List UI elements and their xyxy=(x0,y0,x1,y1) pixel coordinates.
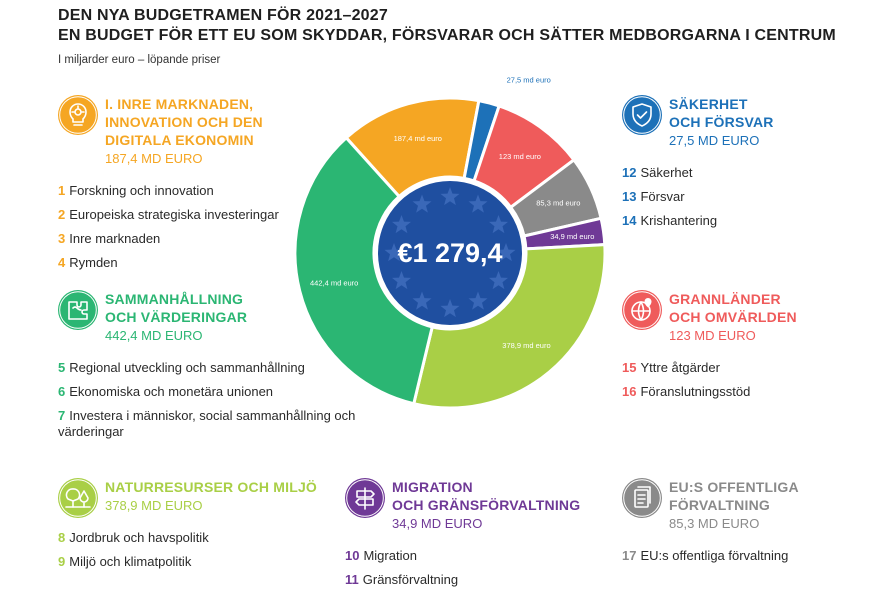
category-amount: 34,9 MD EURO xyxy=(392,516,483,531)
category-header xyxy=(622,290,797,344)
item-label: Försvar xyxy=(640,189,685,204)
category-title-line: GRANNLÄNDER xyxy=(669,291,781,307)
units-note: I miljarder euro – löpande priser xyxy=(58,54,221,66)
slice-value-label: 442,4 md euro xyxy=(309,278,359,288)
category-inner-market xyxy=(58,95,279,275)
category-title-line: DIGITALA EKONOMIN xyxy=(105,132,254,148)
item-number: 9 xyxy=(58,554,66,569)
item-number: 17 xyxy=(622,548,637,563)
item-label: Investera i människor, social sammanhållning och värderingar xyxy=(58,408,356,439)
trees-icon xyxy=(58,478,98,518)
category-title-line: OCH VÄRDERINGAR xyxy=(105,309,248,325)
slice-value-label: 378,9 md euro xyxy=(502,340,551,350)
category-item-list xyxy=(622,544,799,568)
list-item xyxy=(58,227,279,251)
page-subtitle-headline: EN BUDGET FÖR ETT EU SOM SKYDDAR, FÖRSVARAR OCH SÄTTER MEDBORGARNA I CENTRUM xyxy=(58,27,836,44)
slice-value-label: 27,5 md euro xyxy=(506,75,551,85)
category-title-line: OCH FÖRSVAR xyxy=(669,114,774,130)
item-number: 1 xyxy=(58,183,66,198)
list-item xyxy=(58,203,279,227)
budget-donut-chart xyxy=(260,75,640,425)
item-number: 4 xyxy=(58,255,66,270)
category-natural-resources xyxy=(58,478,317,574)
item-number: 2 xyxy=(58,207,66,222)
item-label: Inre marknaden xyxy=(69,231,161,246)
category-header xyxy=(622,478,799,532)
documents-icon xyxy=(622,478,662,518)
slice-value-label: 187,4 md euro xyxy=(393,133,442,143)
list-item xyxy=(622,356,797,380)
list-item xyxy=(345,568,580,592)
category-title-line: MIGRATION xyxy=(392,479,473,495)
category-title-line: OCH GRÄNSFÖRVALTNING xyxy=(392,497,581,513)
category-amount: 85,3 MD EURO xyxy=(669,516,760,531)
item-number: 7 xyxy=(58,408,66,423)
category-amount: 123 MD EURO xyxy=(669,328,756,343)
list-item xyxy=(58,550,317,574)
list-item xyxy=(622,209,774,233)
category-item-list xyxy=(622,356,797,404)
category-item-list xyxy=(58,179,279,275)
page-title: DEN NYA BUDGETRAMEN FÖR 2021–2027 xyxy=(58,7,388,24)
category-title-line: SAMMANHÅLLNING xyxy=(105,291,244,307)
category-title-line: I. INRE MARKNADEN, xyxy=(105,96,254,112)
item-label: Jordbruk och havspolitik xyxy=(69,530,209,545)
category-public-admin xyxy=(622,478,799,568)
category-item-list xyxy=(622,161,774,233)
item-label: Rymden xyxy=(69,255,118,270)
category-amount: 187,4 MD EURO xyxy=(105,151,203,166)
category-amount: 442,4 MD EURO xyxy=(105,328,203,343)
header xyxy=(58,6,836,66)
category-title-line: EU:S OFFENTLIGA xyxy=(669,479,799,495)
item-label: Säkerhet xyxy=(640,165,693,180)
item-number: 14 xyxy=(622,213,637,228)
category-title xyxy=(105,95,279,149)
category-title xyxy=(669,478,799,514)
slice-value-label: 34,9 md euro xyxy=(550,232,595,242)
item-number: 15 xyxy=(622,360,637,375)
item-number: 6 xyxy=(58,384,66,399)
item-number: 12 xyxy=(622,165,637,180)
category-title xyxy=(669,290,797,326)
category-header xyxy=(345,478,580,532)
item-number: 3 xyxy=(58,231,66,246)
slice-value-label: 123 md euro xyxy=(498,152,541,162)
item-number: 5 xyxy=(58,360,66,375)
category-title-line: SÄKERHET xyxy=(669,96,748,112)
category-migration xyxy=(345,478,580,592)
category-neighbourhood xyxy=(622,290,797,404)
list-item xyxy=(58,526,317,550)
item-label: Ekonomiska och monetära unionen xyxy=(69,384,274,399)
puzzle-map-icon xyxy=(58,290,98,330)
category-header xyxy=(58,478,317,514)
category-amount: 378,9 MD EURO xyxy=(105,498,203,513)
category-title xyxy=(669,95,774,131)
item-number: 16 xyxy=(622,384,637,399)
total-budget-label: €1 279,4 xyxy=(397,238,503,268)
category-title xyxy=(392,478,580,514)
category-header xyxy=(622,95,774,149)
item-label: Yttre åtgärder xyxy=(640,360,720,375)
item-label: EU:s offentliga förvaltning xyxy=(640,548,789,563)
item-label: Europeiska strategiska investeringar xyxy=(69,207,279,222)
item-label: Gränsförvaltning xyxy=(362,572,459,587)
item-number: 11 xyxy=(345,572,359,587)
category-title xyxy=(105,478,317,496)
list-item xyxy=(622,161,774,185)
list-item xyxy=(622,185,774,209)
lightbulb-gear-icon xyxy=(58,95,98,135)
category-amount: 27,5 MD EURO xyxy=(669,133,760,148)
item-label: Miljö och klimatpolitik xyxy=(69,554,192,569)
list-item xyxy=(622,380,797,404)
category-item-list xyxy=(58,526,317,574)
slice-value-label: 85,3 md euro xyxy=(536,198,581,208)
item-number: 13 xyxy=(622,189,637,204)
category-title-line: NATURRESURSER OCH MILJÖ xyxy=(105,479,318,495)
category-title-line: OCH OMVÄRLDEN xyxy=(669,309,797,325)
category-security xyxy=(622,95,774,233)
list-item xyxy=(58,251,279,275)
list-item xyxy=(345,544,580,568)
category-title-line: FÖRVALTNING xyxy=(669,497,770,513)
item-number: 10 xyxy=(345,548,360,563)
item-label: Föranslutningsstöd xyxy=(640,384,751,399)
item-number: 8 xyxy=(58,530,66,545)
item-label: Migration xyxy=(363,548,417,563)
category-item-list xyxy=(345,544,580,592)
item-label: Krishantering xyxy=(640,213,718,228)
list-item xyxy=(622,544,799,568)
category-title-line: INNOVATION OCH DEN xyxy=(105,114,263,130)
list-item xyxy=(58,179,279,203)
signpost-icon xyxy=(345,478,385,518)
item-label: Regional utveckling och sammanhållning xyxy=(69,360,305,375)
item-label: Forskning och innovation xyxy=(69,183,214,198)
category-header xyxy=(58,95,279,167)
